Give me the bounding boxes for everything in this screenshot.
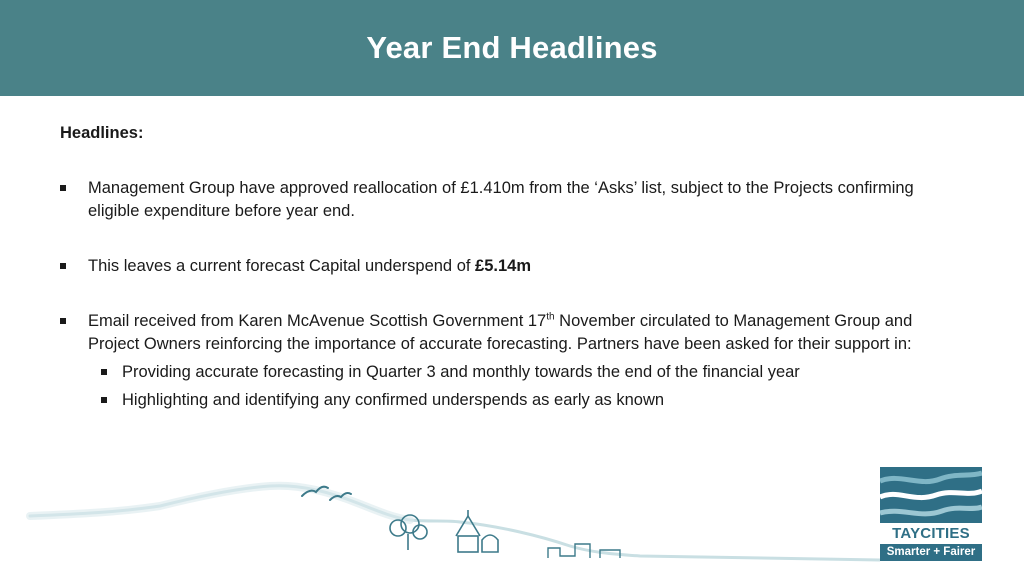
bullet-text: Email received from Karen McAvenue Scottish Government 17 xyxy=(88,312,547,330)
hill-outline xyxy=(30,486,880,560)
slide-title: Year End Headlines xyxy=(366,30,658,65)
square-bullet-icon xyxy=(60,263,66,269)
section-label: Headlines: xyxy=(60,124,144,142)
square-bullet-icon xyxy=(60,318,66,324)
bullet-item xyxy=(60,310,960,412)
river-icon xyxy=(880,467,982,523)
bullet-item xyxy=(60,177,960,223)
bullet-text: Management Group have approved reallocation of £1.410m from the ‘Asks’ list, subject to the Projects confirming eligible expenditure before year end. xyxy=(88,179,914,220)
hill-shading xyxy=(30,486,410,520)
sub-bullet-item xyxy=(88,360,960,384)
building-icon xyxy=(456,510,498,552)
landscape-illustration xyxy=(0,470,880,576)
square-bullet-icon xyxy=(101,369,107,375)
underspend-amount: £5.14m xyxy=(475,257,532,275)
square-bullet-icon xyxy=(60,185,66,191)
square-bullet-icon xyxy=(101,397,107,403)
bullet-item xyxy=(60,255,960,278)
sub-bullet-text: Providing accurate forecasting in Quarter 3 and monthly towards the end of the financial year xyxy=(122,363,800,381)
sub-bullet-text: Highlighting and identifying any confirmed underspends as early as known xyxy=(122,391,665,409)
bullet-text: This leaves a current forecast Capital underspend of xyxy=(88,257,476,275)
bullet-text-continued: November circulated to Management Group and Project Owners reinforcing the importance of accurate forecasting. Partners have been asked for their support in: xyxy=(88,312,913,353)
date-superscript: th xyxy=(546,311,555,323)
sub-bullet-item xyxy=(88,388,960,412)
logo-emblem xyxy=(880,467,982,523)
logo-name: TAYCITIES xyxy=(892,525,970,542)
logo-tagline: Smarter + Fairer xyxy=(880,544,982,561)
slide-body xyxy=(60,122,960,444)
tay-cities-logo xyxy=(880,467,982,563)
